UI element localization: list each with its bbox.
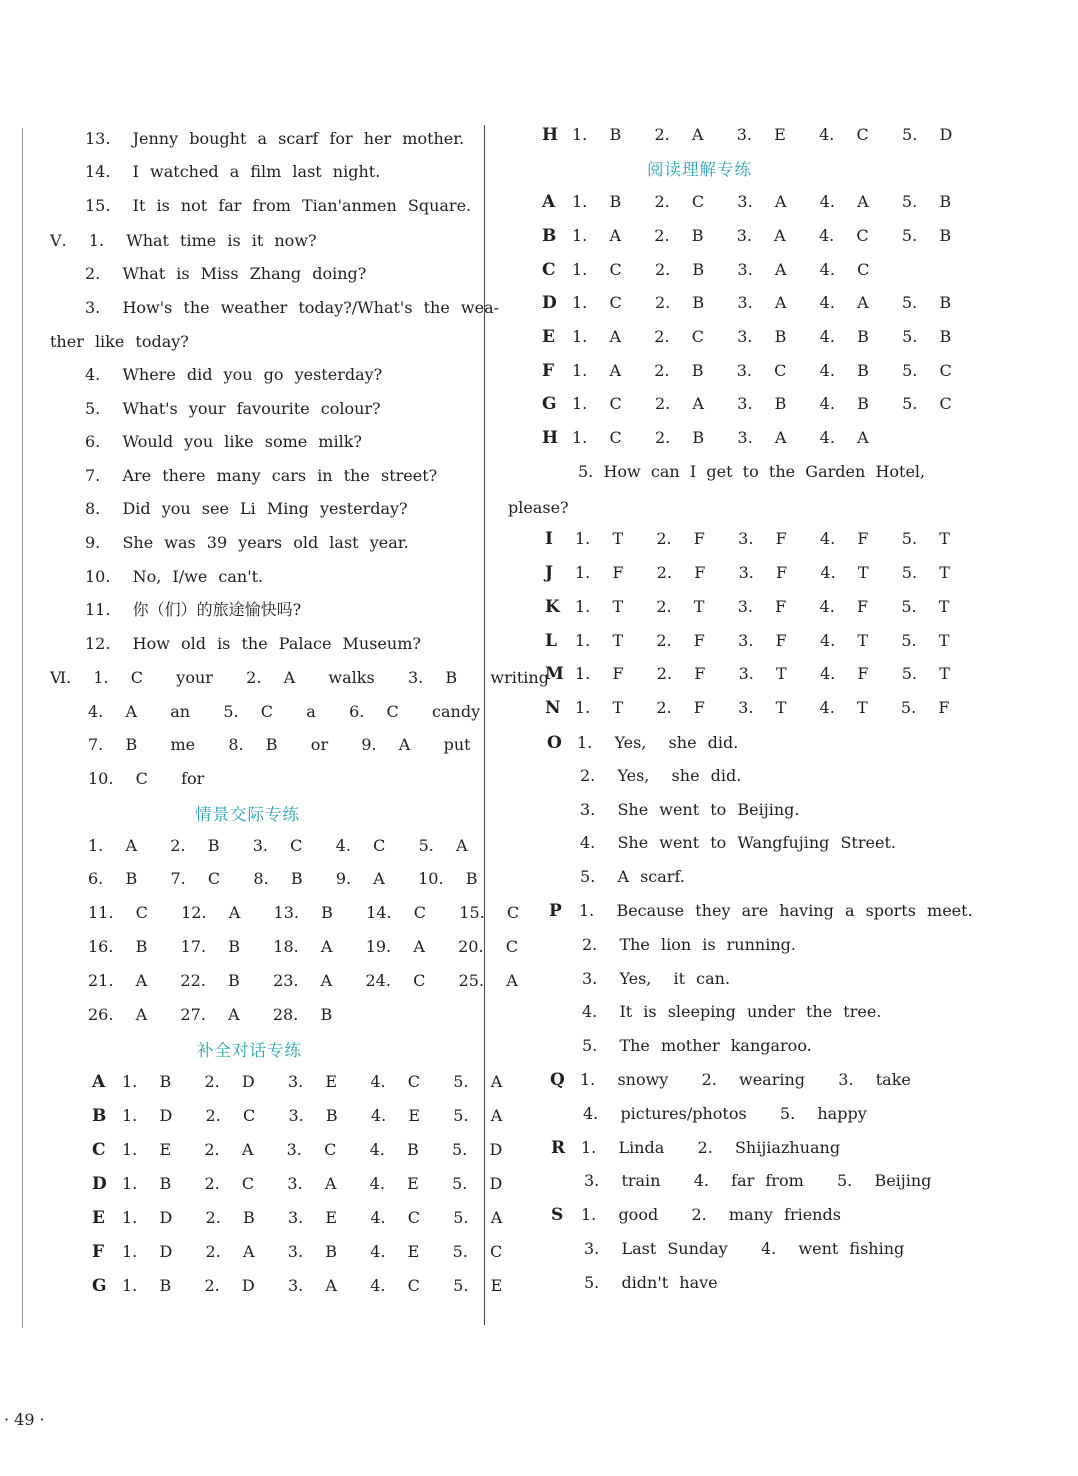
group-letter: F <box>542 361 555 381</box>
answer-text: 1. snowy 2. wearing 3. take <box>580 1070 911 1089</box>
answer-line: 5. A scarf. <box>580 867 685 886</box>
answer-line: ther like today? <box>50 332 189 351</box>
answer-line <box>542 291 951 315</box>
answer-line: 3. Last Sunday 4. went fishing <box>584 1239 905 1258</box>
answer-text: 1. B 2. D 3. A 4. C 5. E <box>122 1276 503 1295</box>
answer-line: 4. Where did you go yesterday? <box>85 365 383 384</box>
answer-line: 3. She went to Beijing. <box>580 800 800 819</box>
group-letter: K <box>545 597 560 617</box>
answer-text: 1. A 2. C 3. B 4. B 5. B <box>572 327 952 346</box>
answer-text: 1. B 2. C 3. A 4. A 5. B <box>572 192 952 211</box>
group-letter: J <box>545 563 554 583</box>
answer-text: 1. T 2. F 3. T 4. T 5. F <box>575 698 950 717</box>
group-letter: S <box>551 1205 564 1225</box>
answer-text: 1. Because they are having a sports meet. <box>579 901 973 920</box>
answer-line: 14. I watched a film last night. <box>85 162 381 181</box>
answer-line: 21. A 22. B 23. A 24. C 25. A <box>88 971 518 990</box>
answer-line: 6. Would you like some milk? <box>85 432 362 451</box>
group-letter: I <box>545 529 553 549</box>
answer-text: 1. D 2. C 3. B 4. E 5. A <box>122 1106 503 1125</box>
answer-text: 1. C 2. A 3. B 4. B 5. C <box>572 394 952 413</box>
answer-line: 2. Yes, she did. <box>580 766 742 785</box>
answer-line <box>542 123 952 147</box>
answer-line <box>545 561 950 585</box>
answer-text: 1. Yes, she did. <box>577 733 739 752</box>
group-letter: D <box>542 293 557 313</box>
group-letter: H <box>542 428 559 448</box>
group-letter: B <box>542 226 557 246</box>
answer-text: 1. good 2. many friends <box>581 1205 841 1224</box>
group-letter: M <box>545 664 564 684</box>
group-letter: R <box>551 1138 566 1158</box>
answer-line <box>547 731 738 755</box>
answer-line: 9. She was 39 years old last year. <box>85 533 409 552</box>
answer-text: 1. C 2. B 3. A 4. C <box>572 260 870 279</box>
answer-text: 1. E 2. A 3. C 4. B 5. D <box>122 1140 503 1159</box>
answer-line <box>542 190 951 214</box>
group-letter: B <box>92 1106 107 1126</box>
answer-line: 10. C for <box>88 769 205 788</box>
group-letter: E <box>542 327 555 347</box>
answer-line <box>92 1206 502 1230</box>
group-letter: L <box>545 631 557 651</box>
answer-text: 1. B 2. C 3. A 4. E 5. D <box>122 1174 503 1193</box>
answer-text: 1. C 2. B 3. A 4. A <box>572 428 869 447</box>
answer-line: 5. How can I get to the Garden Hotel, <box>578 462 926 481</box>
answer-text: 1. A 2. B 3. C 4. B 5. C <box>572 361 952 380</box>
answer-line <box>545 696 949 720</box>
group-letter: N <box>545 698 561 718</box>
answer-text: 1. D 2. A 3. B 4. E 5. C <box>122 1242 503 1261</box>
answer-line: 4. She went to Wangfujing Street. <box>580 833 896 852</box>
answer-text: 1. D 2. B 3. E 4. C 5. A <box>122 1208 503 1227</box>
answer-line <box>545 629 949 653</box>
answer-line: 3. How's the weather today?/What's the wea- <box>85 298 500 317</box>
answer-line: 1. A 2. B 3. C 4. C 5. A <box>88 836 468 855</box>
answer-line <box>92 1172 502 1196</box>
group-letter: G <box>542 394 557 414</box>
answer-line: 12. How old is the Palace Museum? <box>85 634 421 653</box>
answer-line: 5. didn't have <box>584 1273 718 1292</box>
page-number: · 49 · <box>4 1410 45 1429</box>
group-letter: F <box>92 1242 105 1262</box>
answer-line: 4. A an 5. C a 6. C candy <box>88 702 481 721</box>
left-margin-rule <box>22 128 23 1328</box>
group-letter: A <box>92 1072 106 1092</box>
answer-line <box>551 1203 841 1227</box>
answer-line: Ⅵ. 1. C your 2. A walks 3. B writing <box>50 668 549 687</box>
group-letter: C <box>542 260 556 280</box>
section-heading: 补全对话专练 <box>197 1041 302 1060</box>
answer-line: 10. No, I/we can't. <box>85 567 264 586</box>
answer-line: 26. A 27. A 28. B <box>88 1005 333 1024</box>
answer-line: 3. Yes, it can. <box>582 969 731 988</box>
answer-line <box>92 1104 502 1128</box>
answer-text: 1. T 2. F 3. F 4. T 5. T <box>575 631 950 650</box>
answer-text: 1. T 2. T 3. F 4. F 5. T <box>575 597 950 616</box>
group-letter: A <box>542 192 556 212</box>
group-letter: G <box>92 1276 107 1296</box>
answer-line: 3. train 4. far from 5. Beijing <box>584 1171 932 1190</box>
group-letter: Q <box>550 1070 565 1090</box>
answer-text: 1. F 2. F 3. F 4. T 5. T <box>575 563 950 582</box>
answer-line <box>545 595 949 619</box>
answer-line: 2. What is Miss Zhang doing? <box>85 264 367 283</box>
answer-line <box>92 1138 502 1162</box>
answer-line <box>542 258 869 282</box>
answer-line <box>542 426 869 450</box>
answer-line: 7. Are there many cars in the street? <box>85 466 438 485</box>
group-letter: P <box>549 901 562 921</box>
answer-text: 1. F 2. F 3. T 4. F 5. T <box>575 664 950 683</box>
answer-line <box>92 1240 502 1264</box>
answer-line: 4. It is sleeping under the tree. <box>582 1002 882 1021</box>
answer-line <box>542 359 952 383</box>
answer-line <box>542 325 951 349</box>
answer-line: 6. B 7. C 8. B 9. A 10. B <box>88 869 478 888</box>
answer-line: 8. Did you see Li Ming yesterday? <box>85 499 408 518</box>
answer-line <box>542 224 951 248</box>
answer-line <box>92 1070 502 1094</box>
answer-line: 2. The lion is running. <box>582 935 796 954</box>
answer-line: 11. 你（们）的旅途愉快吗? <box>85 600 302 619</box>
answer-line: 15. It is not far from Tian'anmen Square. <box>85 196 472 215</box>
answer-line <box>542 392 952 416</box>
group-letter: H <box>542 125 559 145</box>
answer-line: 13. Jenny bought a scarf for her mother. <box>85 129 465 148</box>
answer-line <box>545 527 950 551</box>
answer-text: 1. A 2. B 3. A 4. C 5. B <box>572 226 952 245</box>
answer-line: 5. What's your favourite colour? <box>85 399 381 418</box>
answer-line <box>545 662 950 686</box>
answer-line <box>549 899 973 923</box>
answer-text: 1. B 2. A 3. E 4. C 5. D <box>572 125 953 144</box>
section-heading: 情景交际专练 <box>195 805 300 824</box>
group-letter: E <box>92 1208 105 1228</box>
group-letter: C <box>92 1140 106 1160</box>
group-letter: O <box>547 733 562 753</box>
answer-text: 1. B 2. D 3. E 4. C 5. A <box>122 1072 503 1091</box>
answer-line <box>92 1274 502 1298</box>
answer-text: 1. C 2. B 3. A 4. A 5. B <box>572 293 952 312</box>
answer-line: 5. The mother kangaroo. <box>582 1036 812 1055</box>
answer-line: please? <box>508 498 569 517</box>
answer-text: 1. Linda 2. Shijiazhuang <box>581 1138 841 1157</box>
answer-line: Ⅴ. 1. What time is it now? <box>50 231 317 250</box>
group-letter: D <box>92 1174 107 1194</box>
answer-text: 1. T 2. F 3. F 4. F 5. T <box>575 529 950 548</box>
answer-line: 16. B 17. B 18. A 19. A 20. C <box>88 937 518 956</box>
answer-line: 11. C 12. A 13. B 14. C 15. C <box>88 903 520 922</box>
answer-line: 7. B me 8. B or 9. A put <box>88 735 471 754</box>
answer-line: 4. pictures/photos 5. happy <box>583 1104 867 1123</box>
answer-line <box>550 1068 911 1092</box>
section-heading: 阅读理解专练 <box>647 160 752 179</box>
answer-line <box>551 1136 840 1160</box>
